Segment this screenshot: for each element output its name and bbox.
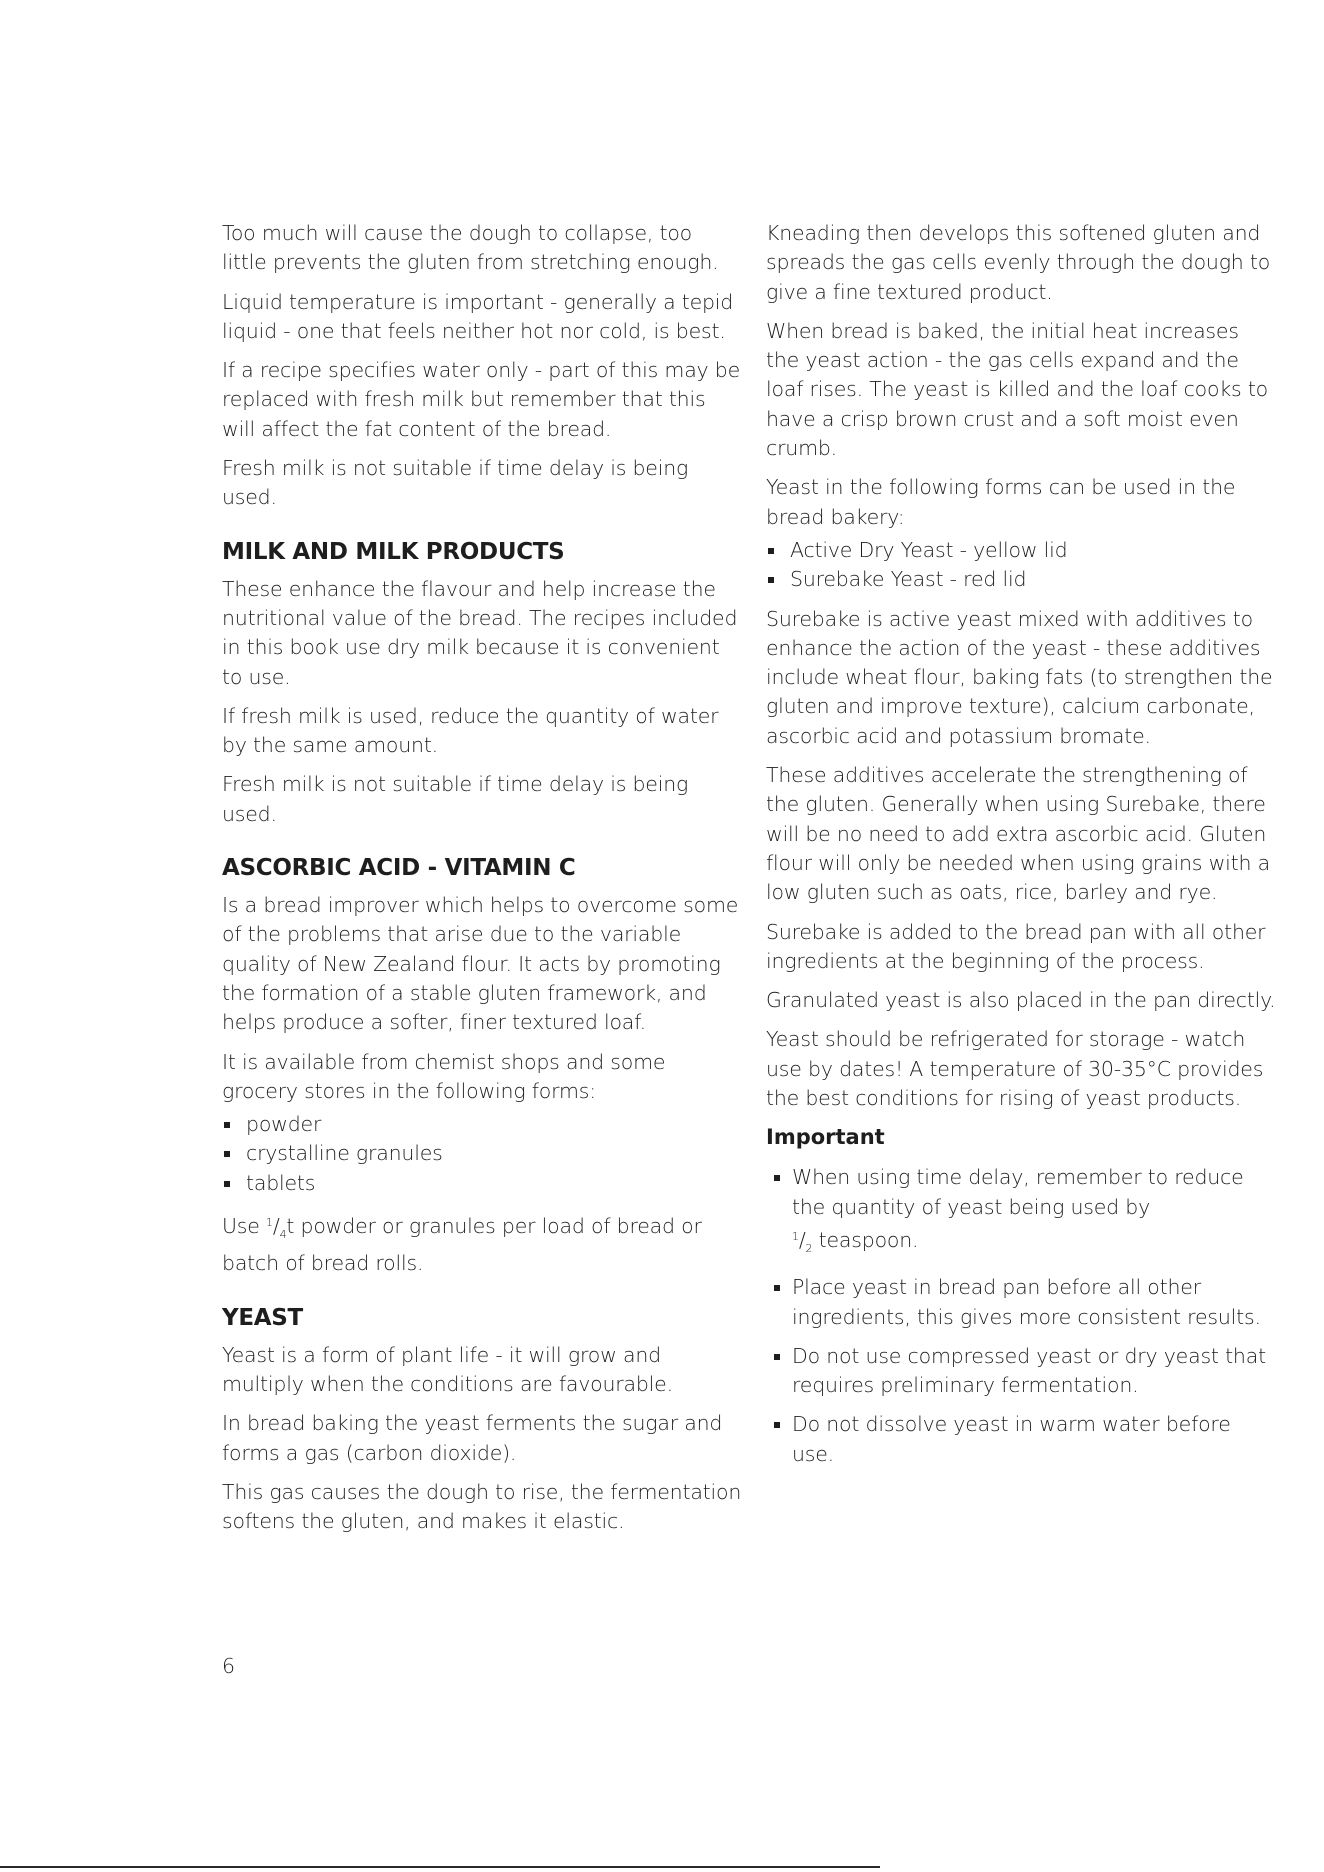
- paragraph: Kneading then develops this softened gluten and spreads the gas cells evenly through the dough to give a fine textured product.: [766, 221, 1271, 304]
- paragraph: Too much will cause the dough to collapse, too little prevents the gluten from stretching enough.: [222, 221, 719, 275]
- paragraph: Yeast is a form of plant life - it will grow and multiply when the conditions are favourable.: [222, 1342, 673, 1396]
- paragraph: Is a bread improver which helps to overcome some of the problems that arise due to the variable quality of New Zealand flour. It acts by promoting the formation of a stable gluten framework, and helps produce a softer, finer textured loaf.: [222, 893, 739, 1035]
- section-heading-ascorbic-acid: ASCORBIC ACID - VITAMIN C: [222, 855, 576, 882]
- list-item: Do not dissolve yeast in warm water before use.: [766, 1410, 1276, 1469]
- paragraph: Fresh milk is not suitable if time delay is being used.: [222, 772, 689, 826]
- list-item: tablets: [222, 1169, 742, 1198]
- important-heading: Important: [766, 1125, 885, 1150]
- ascorbic-forms-list: [222, 1110, 742, 1198]
- right-column: [766, 219, 1276, 1479]
- paragraph: Liquid temperature is important - generally a tepid liquid - one that feels neither hot nor cold, is best.: [222, 289, 734, 343]
- paragraph: When bread is baked, the initial heat increases the yeast action - the gas cells expand and the loaf rises. The yeast is killed and the loaf cooks to have a crisp brown crust and a soft moist even crumb.: [766, 318, 1269, 461]
- list-item: crystalline granules: [222, 1139, 742, 1168]
- list-item: powder: [222, 1110, 742, 1139]
- important-list: [766, 1163, 1276, 1469]
- list-item: Surebake Yeast - red lid: [766, 565, 1276, 594]
- paragraph: In bread baking the yeast ferments the sugar and forms a gas (carbon dioxide).: [222, 1411, 723, 1465]
- bottom-rule: [0, 1866, 880, 1868]
- paragraph: Yeast in the following forms can be used in the bread bakery:: [766, 475, 1236, 529]
- paragraph: Surebake is added to the bread pan with all other ingredients at the beginning of the process.: [766, 919, 1266, 973]
- list-item: Place yeast in bread pan before all other ingredients, this gives more consistent results.: [766, 1273, 1276, 1332]
- section-heading-yeast: YEAST: [222, 1304, 303, 1331]
- paragraph: If fresh milk is used, reduce the quantity of water by the same amount.: [222, 703, 719, 758]
- paragraph: Surebake is active yeast mixed with additives to enhance the action of the yeast - these additives include wheat flour, baking fats (to strengthen the gluten and improve texture), calcium carbonate, ascorbic acid and potassium bromate.: [766, 606, 1273, 748]
- left-column: [222, 219, 742, 1546]
- paragraph: These enhance the flavour and help increase the nutritional value of the bread. The recipes included in this book use dry milk because it is convenient to use.: [222, 576, 738, 689]
- paragraph: This gas causes the dough to rise, the fermentation softens the gluten, and makes it elastic.: [222, 1479, 742, 1534]
- yeast-forms-list: [766, 536, 1276, 595]
- paragraph: Fresh milk is not suitable if time delay is being used.: [222, 456, 689, 510]
- paragraph: It is available from chemist shops and some grocery stores in the following forms:: [222, 1049, 666, 1103]
- list-item: When using time delay, remember to reduce the quantity of yeast being used by $^1/_2$ teaspoon.: [766, 1163, 1276, 1263]
- paragraph: If a recipe specifies water only - part of this may be replaced with fresh milk but remember that this will affect the fat content of the bread.: [222, 358, 741, 441]
- paragraph: Yeast should be refrigerated for storage - watch use by dates! A temperature of 30-35°C provides the best conditions for rising of yeast products.: [766, 1027, 1264, 1111]
- list-item: Active Dry Yeast - yellow lid: [766, 536, 1276, 565]
- page-number: 6: [222, 1654, 236, 1678]
- paragraph: These additives accelerate the strengthening of the gluten. Generally when using Surebake, there will be no need to add extra ascorbic acid. Gluten flour will only be needed when using grains with a low gluten such as oats, rice, barley and rye.: [766, 763, 1270, 905]
- section-heading-milk: MILK AND MILK PRODUCTS: [222, 538, 565, 565]
- paragraph: Granulated yeast is also placed in the pan directly.: [766, 988, 1276, 1013]
- list-item: Do not use compressed yeast or dry yeast that requires preliminary fermentation.: [766, 1342, 1276, 1401]
- usage-paragraph: Use $^1/_4t$ powder or granules per load of bread or batch of bread rolls.: [222, 1214, 702, 1276]
